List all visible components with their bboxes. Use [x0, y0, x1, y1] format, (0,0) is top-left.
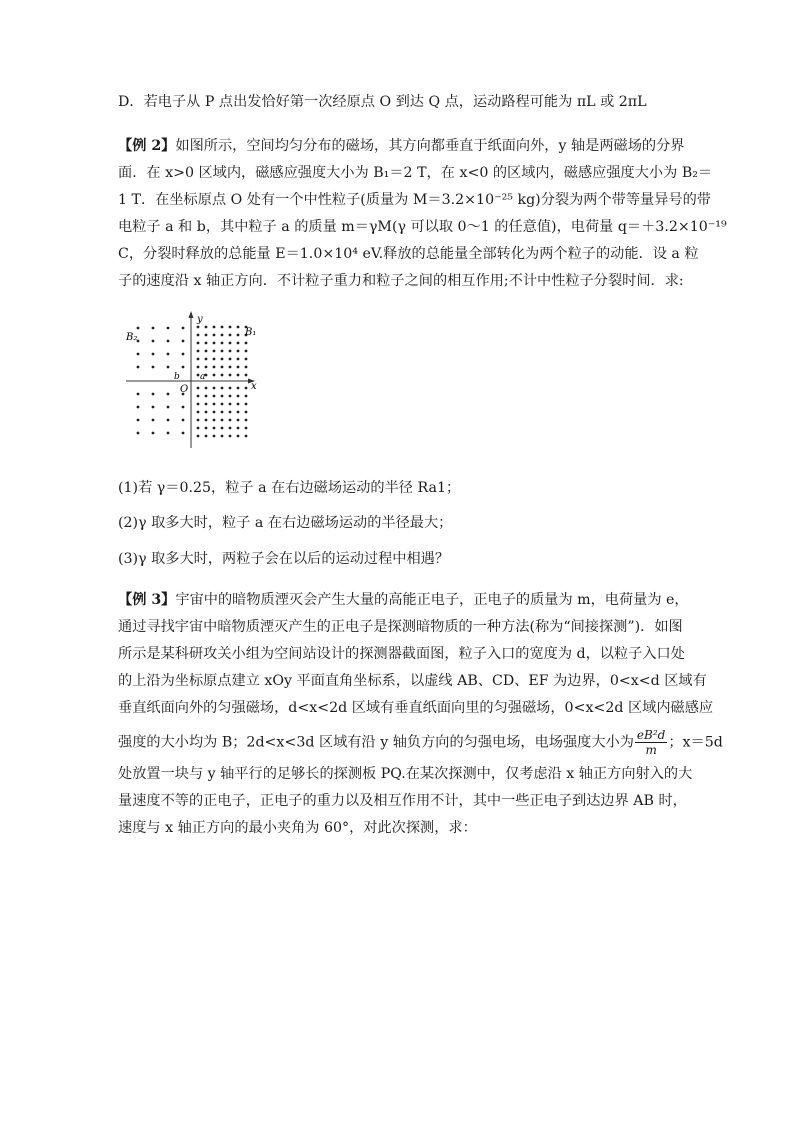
field-dot [245, 395, 248, 398]
example3-text-6a: 强度的大小均为 B；2d<x<3d 区域有沿 y 轴负方向的匀强电场，电场强度大小为 [118, 734, 634, 751]
field-dot [205, 358, 208, 361]
y-axis-arrow [189, 311, 194, 318]
field-dot [213, 342, 216, 345]
field-dot [221, 358, 224, 361]
example3-line-9: 速度与 x 轴正方向的最小夹角为 60°，对此次探测，求： [118, 820, 477, 836]
field-dot [205, 342, 208, 345]
field-dot [229, 395, 232, 398]
x-axis-label: x [251, 381, 257, 392]
field-dot [213, 366, 216, 369]
field-dot [137, 366, 140, 369]
field-dot [152, 340, 155, 343]
field-dot [167, 406, 170, 409]
field-dot [245, 342, 248, 345]
field-dot [213, 427, 216, 430]
field-dot [213, 326, 216, 329]
field-dot [213, 395, 216, 398]
field-dot [197, 366, 200, 369]
field-dot [229, 419, 232, 422]
field-dot [237, 403, 240, 406]
field-dot [205, 387, 208, 390]
field-dot [205, 427, 208, 430]
field-dot [182, 340, 185, 343]
field-dot [197, 387, 200, 390]
example3-line-8: 量速度不等的正电子，正电子的重力以及相互作用不计，其中一些正电子到达边界 AB 时， [118, 793, 687, 809]
example3-line-4: 的上沿为坐标原点建立 xOy 平面直角坐标系，以虚线 AB、CD、EF 为边界，0<x<d 区域有 [118, 673, 707, 689]
question-2: (2)γ 取多大时，粒子 a 在右边磁场运动的半径最大； [118, 515, 453, 531]
field-dot [213, 387, 216, 390]
particle-b-label: b [174, 372, 180, 382]
field-dot [229, 411, 232, 414]
field-dot [237, 374, 240, 377]
field-dot [245, 350, 248, 353]
field-dot [205, 419, 208, 422]
field-dot [237, 411, 240, 414]
field-dot [137, 327, 140, 330]
field-dot [152, 327, 155, 330]
field-dot [245, 411, 248, 414]
field-dot [205, 334, 208, 337]
field-dot [137, 353, 140, 356]
field-dot [205, 326, 208, 329]
field-dot [221, 395, 224, 398]
example2-line-3: 1 T．在坐标原点 O 处有一个中性粒子(质量为 M＝3.2×10⁻²⁵ kg)分裂为两个带等量异号的带 [118, 192, 711, 208]
field-dot [197, 395, 200, 398]
field-dot [197, 374, 200, 377]
example3-line-2: 通过寻找宇宙中暗物质湮灭产生的正电子是探测暗物质的一种方法(称为“间接探测”)．如图 [118, 619, 683, 635]
field-dot [221, 350, 224, 353]
field-dot [213, 374, 216, 377]
field-dot [152, 366, 155, 369]
field-dot [213, 358, 216, 361]
field-dot [245, 366, 248, 369]
example2-line-1 [118, 136, 688, 156]
field-dot [229, 334, 232, 337]
field-dot [245, 374, 248, 377]
field-dot [229, 387, 232, 390]
field-dot [205, 366, 208, 369]
field-dot [237, 395, 240, 398]
field-dot [245, 427, 248, 430]
fraction-denominator: m [645, 743, 657, 757]
field-dot [137, 432, 140, 435]
example2-line-5: C，分裂时释放的总能量 E＝1.0×10⁴ eV.释放的总能量全部转化为两个粒子的动能．设 a 粒 [118, 246, 699, 262]
field-dot [167, 432, 170, 435]
b2-label: B₂ [126, 332, 138, 343]
field-dot [167, 340, 170, 343]
field-dot [152, 353, 155, 356]
field-dot [221, 427, 224, 430]
b1-label: B₁ [245, 327, 257, 338]
example3-line-3: 所示是某科研攻关小组为空间站设计的探测器截面图，粒子入口的宽度为 d，以粒子入口处 [118, 646, 685, 662]
field-dot [245, 358, 248, 361]
example2-label: 【例 2】 [118, 138, 176, 154]
example2-line-4: 电粒子 a 和 b，其中粒子 a 的质量 m＝γM(γ 可以取 0～1 的任意值)，电荷量 q＝＋3.2×10⁻¹⁹ [118, 219, 727, 235]
field-dot [167, 393, 170, 396]
field-dot [237, 342, 240, 345]
field-dot [229, 403, 232, 406]
field-dot [213, 334, 216, 337]
example3-text-1: 宇宙中的暗物质湮灭会产生大量的高能正电子，正电子的质量为 m，电荷量为 e， [175, 592, 689, 608]
field-dot [229, 326, 232, 329]
field-dot [221, 435, 224, 438]
field-dot [213, 411, 216, 414]
field-dot [229, 374, 232, 377]
field-dot [237, 387, 240, 390]
fraction-numerator: eB²d [636, 728, 666, 742]
field-dot [197, 350, 200, 353]
field-dot [237, 334, 240, 337]
field-dot [197, 334, 200, 337]
field-dot [182, 327, 185, 330]
example3-line-5: 垂直纸面向外的匀强磁场，d<x<2d 区域有垂直纸面向里的匀强磁场，0<x<2d 区域内磁感应 [118, 700, 714, 716]
field-dot [152, 406, 155, 409]
example3-text-6b: ；x＝5d [668, 734, 723, 751]
field-dot [213, 435, 216, 438]
field-dot [213, 419, 216, 422]
field-dot [197, 358, 200, 361]
field-dot [137, 406, 140, 409]
field-dot [221, 366, 224, 369]
field-dot [182, 366, 185, 369]
field-dot [221, 342, 224, 345]
example2-text-1: 如图所示，空间均匀分布的磁场，其方向都垂直于纸面向外，y 轴是两磁场的分界 [175, 138, 685, 154]
field-dot [221, 374, 224, 377]
field-dot [152, 432, 155, 435]
field-dot [245, 387, 248, 390]
field-dot [237, 427, 240, 430]
origin-label: O [180, 384, 189, 395]
field-dot [197, 435, 200, 438]
field-dot [237, 350, 240, 353]
field-dot [137, 393, 140, 396]
field-dot [205, 350, 208, 353]
field-dot [245, 419, 248, 422]
field-dot [229, 350, 232, 353]
field-dot [152, 419, 155, 422]
field-dot [197, 342, 200, 345]
field-dot [167, 327, 170, 330]
field-dot [197, 411, 200, 414]
field-dot [182, 419, 185, 422]
field-strength-fraction [635, 728, 667, 757]
example3-line-7: 处放置一块与 y 轴平行的足够长的探测板 PQ.在某次探测中，仅考虑沿 x 轴正方向射入的大 [118, 766, 693, 782]
field-dot [237, 419, 240, 422]
field-dot [197, 326, 200, 329]
field-dot [182, 353, 185, 356]
example2-line-6: 子的速度沿 x 轴正方向．不计粒子重力和粒子之间的相互作用;不计中性粒子分裂时间．求: [118, 273, 684, 289]
field-dot [229, 435, 232, 438]
particle-a-label: a [200, 372, 206, 382]
field-dot [229, 358, 232, 361]
field-dot [167, 419, 170, 422]
field-dot [152, 393, 155, 396]
field-dot [237, 358, 240, 361]
field-dot [213, 403, 216, 406]
field-dot [205, 411, 208, 414]
field-dot [167, 353, 170, 356]
field-dot [182, 406, 185, 409]
field-dot [221, 326, 224, 329]
example2-line-2: 面．在 x>0 区域内，磁感应强度大小为 B₁＝2 T，在 x<0 的区域内，磁感应强度大小为 B₂＝ [118, 165, 713, 181]
field-dot [205, 435, 208, 438]
field-dot [245, 403, 248, 406]
field-dot [229, 427, 232, 430]
field-dot [221, 411, 224, 414]
field-dot [167, 366, 170, 369]
field-dot [197, 427, 200, 430]
option-d: D．若电子从 P 点出发恰好第一次经原点 O 到达 Q 点，运动路程可能为 πL 或 2πL [118, 94, 647, 110]
field-dot [221, 403, 224, 406]
field-dot [182, 432, 185, 435]
example3-line-1 [118, 590, 688, 610]
field-dot [229, 366, 232, 369]
y-axis-label: y [197, 314, 203, 325]
field-dot [237, 435, 240, 438]
field-dot [229, 342, 232, 345]
question-1: (1)若 γ＝0.25，粒子 a 在右边磁场运动的半径 Ra1； [118, 480, 461, 496]
field-dot [205, 403, 208, 406]
field-dot [221, 334, 224, 337]
question-3: (3)γ 取多大时，两粒子会在以后的运动过程中相遇？ [118, 551, 450, 567]
example3-line-6 [118, 728, 723, 757]
field-dot [213, 350, 216, 353]
magnetic-field-figure [118, 308, 268, 453]
field-dot [245, 435, 248, 438]
field-dot [205, 395, 208, 398]
field-dot [137, 419, 140, 422]
field-dot [237, 326, 240, 329]
field-dot [237, 366, 240, 369]
field-dot [197, 403, 200, 406]
field-dot [221, 419, 224, 422]
field-dot [197, 419, 200, 422]
field-dot [221, 387, 224, 390]
example3-label: 【例 3】 [118, 592, 176, 608]
